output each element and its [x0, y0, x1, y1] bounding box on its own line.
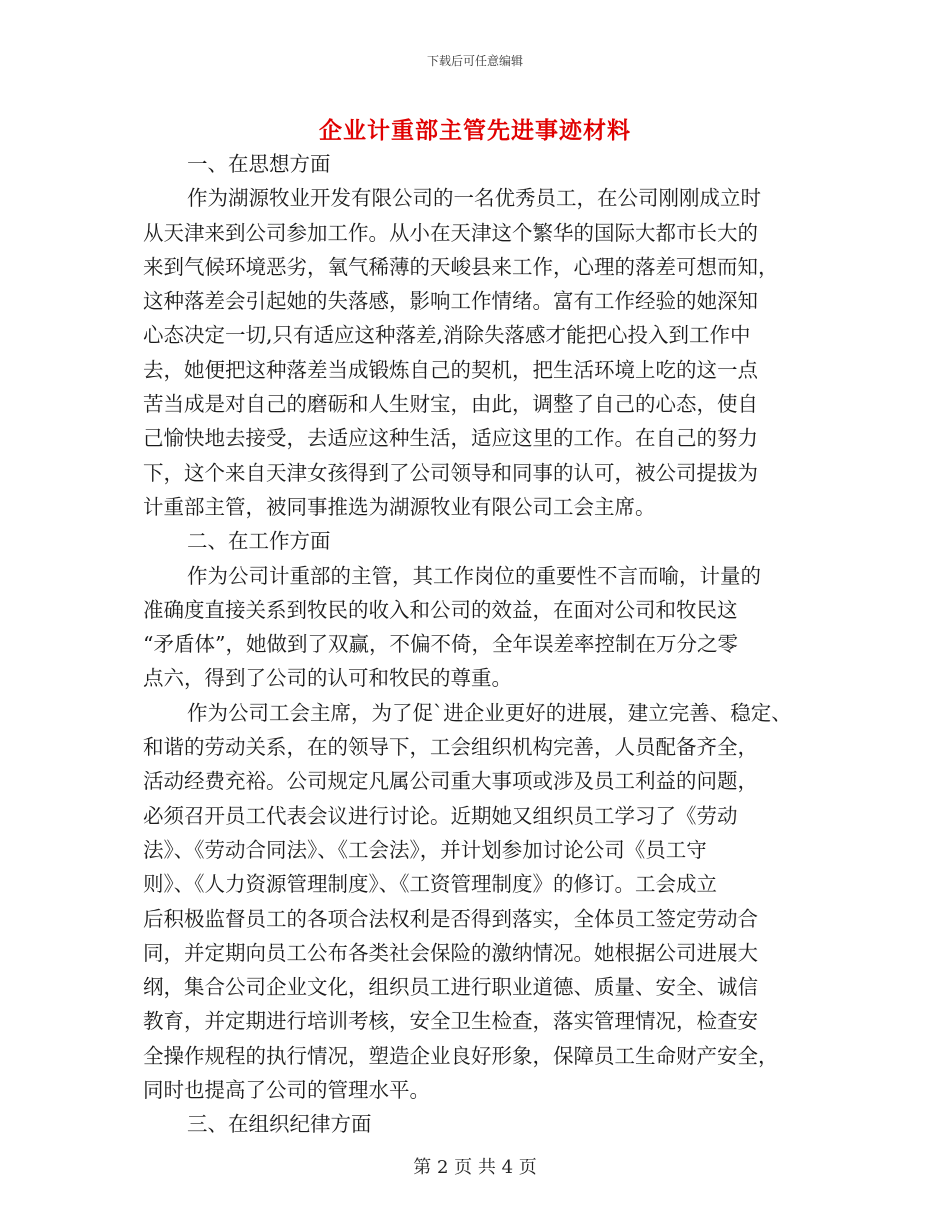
text-line: 一、在思想方面	[187, 152, 331, 176]
text-line: 下，这个来自天津女孩得到了公司领导和同事的认可，被公司提拔为	[143, 460, 758, 485]
text-line: 作为公司计重部的主管，其工作岗位的重要性不言而喻，计量的	[187, 563, 761, 588]
text-line: 和谐的劳动关系，在的领导下，工会组织机构完善，人员配备齐全，	[143, 735, 758, 760]
text-line: 法》、《劳动合同法》、《工会法》，并计划参加讨论公司《员工守	[143, 837, 707, 862]
text-line: 去，她便把这种落差当成锻炼自己的契机，把生活环境上吃的这一点	[143, 357, 758, 382]
text-line: 纲，集合公司企业文化，组织员工进行职业道德、质量、安全、诚信	[143, 975, 758, 1000]
text-line: 准确度直接关系到牧民的收入和公司的效益，在面对公司和牧民这	[143, 597, 738, 622]
page-number-footer: 第 2 页 共 4 页	[413, 1157, 537, 1178]
text-line: 同，并定期向员工公布各类社会保险的激纳情况。她根据公司进展大	[143, 940, 758, 965]
text-line: 则》、《人力资源管理制度》、《工资管理制度》的修订。工会成立	[143, 872, 717, 897]
text-line: “矛盾体”，她做到了双赢，不偏不倚，全年误差率控制在万分之零	[143, 632, 738, 657]
text-line: 必须召开员工代表会议进行讨论。近期她又组织员工学习了《劳动	[143, 803, 738, 828]
text-line: 心态决定一切,只有适应这种落差,消除失落感才能把心投入到工作中	[143, 323, 751, 348]
document-title: 企业计重部主管先进事迹材料	[319, 117, 631, 144]
text-line: 后积极监督员工的各项合法权利是否得到落实，全体员工签定劳动合	[143, 906, 758, 931]
text-line: 三、在组织纪律方面	[187, 1112, 372, 1137]
text-line: 计重部主管，被同事推选为湖源牧业有限公司工会主席。	[143, 494, 656, 519]
text-line: 同时也提高了公司的管理水平。	[143, 1078, 430, 1103]
text-line: 作为公司工会主席，为了促`进企业更好的进展，建立完善、稳定、	[187, 700, 792, 725]
text-line: 活动经费充裕。公司规定凡属公司重大事项或涉及员工利益的问题，	[143, 769, 758, 794]
text-line: 来到气候环境恶劣，氧气稀薄的天峻县来工作，心理的落差可想而知，	[143, 254, 779, 279]
page-header-note: 下载后可任意编辑	[426, 54, 523, 68]
text-line: 这种落差会引起她的失落感，影响工作情绪。富有工作经验的她深知	[143, 289, 758, 314]
text-line: 教育，并定期进行培训考核，安全卫生检查，落实管理情况，检查安	[143, 1009, 758, 1034]
text-line: 从天津来到公司参加工作。从小在天津这个繁华的国际大都市长大的	[143, 220, 758, 245]
text-line: 作为湖源牧业开发有限公司的一名优秀员工，在公司刚刚成立时	[187, 186, 761, 211]
text-line: 全操作规程的执行情况，塑造企业良好形象，保障员工生命财产安全，	[143, 1043, 779, 1068]
text-line: 己愉快地去接受，去适应这种生活，适应这里的工作。在自己的努力	[143, 426, 758, 451]
text-line: 二、在工作方面	[187, 529, 331, 554]
text-line: 苦当成是对自己的磨砺和人生财宝，由此，调整了自己的心态，使自	[143, 392, 758, 417]
document-body	[143, 147, 823, 1142]
text-line: 点六，得到了公司的认可和牧民的尊重。	[143, 666, 512, 691]
